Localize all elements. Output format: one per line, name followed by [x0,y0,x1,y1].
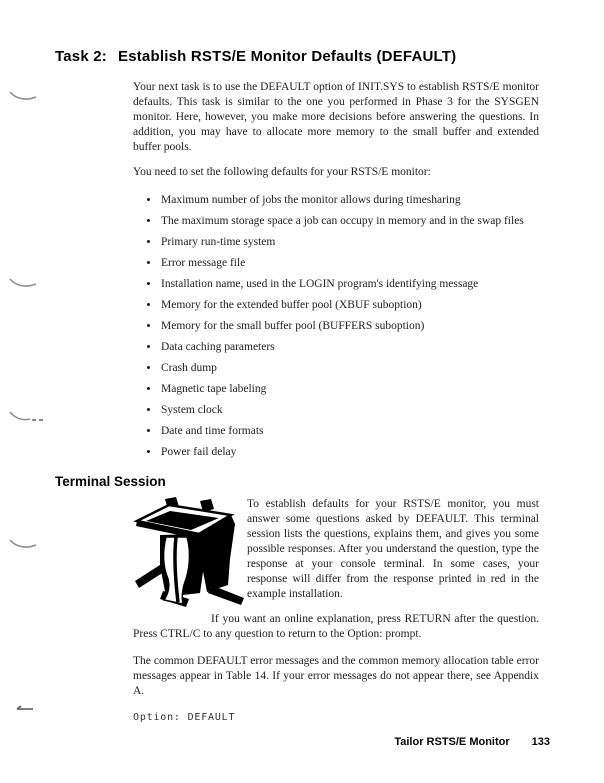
terminal-session-paragraph-3: The common DEFAULT error messages and the common memory allocation table error messages appear in Table 14. If your error messages do not appear there, see Appendix A. [133,655,539,697]
scan-artifact [8,89,38,103]
terminal-session-section [133,497,539,723]
scan-artifact [8,276,38,290]
list-item: • System clock [160,403,539,418]
list-item: • Memory for the small buffer pool (BUFFERS suboption) [160,319,539,334]
scan-artifact [15,704,37,714]
list-item: • Date and time formats [160,424,539,439]
page-number: 133 [531,736,550,748]
list-item: • Installation name, used in the LOGIN program's identifying message [160,277,539,292]
console-prompt-line: Option: DEFAULT [133,712,236,723]
footer-section-label: Tailor RSTS/E Monitor [394,736,510,748]
intro-paragraph: Your next task is to use the DEFAULT option of INIT.SYS to establish RSTS/E monitor defaults. This task is similar to the one you performed in Phase 3 for the SYSGEN monitor. Here, however, you make more decisions before answering the questions. In addition, you may have to allocate more memory to the small buffer and extended buffer pools. [133,81,539,153]
scan-artifact [8,410,46,424]
defaults-bullet-list [133,193,539,460]
terminal-session-paragraph-1: To establish defaults for your RSTS/E monitor, you must answer some questions asked by DEFAULT. This terminal session lists the questions, explains them, and gives you some possible responses. After you understand the question, type the response at your console terminal. In some cases, your response will differ from the response printed in red in the example installation. [247,498,539,600]
section-heading: Terminal Session [55,474,166,489]
list-item: • Maximum number of jobs the monitor allows during timesharing [160,193,539,208]
list-item: • Primary run-time system [160,235,539,250]
task-title-text: Establish RSTS/E Monitor Defaults (DEFAULT) [117,48,457,65]
page-title [55,48,604,65]
list-item: • Memory for the extended buffer pool (XBUF suboption) [160,298,539,313]
list-item: • Error message file [160,256,539,271]
scan-artifact [8,537,38,551]
list-item: • Data caching parameters [160,340,539,355]
task-number-label: Task 2: [55,48,107,65]
task-description-section [133,80,539,460]
printer-terminal-icon [133,497,247,604]
terminal-session-paragraph-2: If you want an online explanation, press RETURN after the question. Press CTRL/C to any question to return to the Option: prompt. [133,613,539,640]
list-intro: You need to set the following defaults for your RSTS/E monitor: [133,166,431,178]
list-item: • The maximum storage space a job can occupy in memory and in the swap files [160,214,539,229]
list-item: • Magnetic tape labeling [160,382,539,397]
page-footer [133,736,550,748]
list-item: • Power fail delay [160,445,539,460]
list-item: • Crash dump [160,361,539,376]
